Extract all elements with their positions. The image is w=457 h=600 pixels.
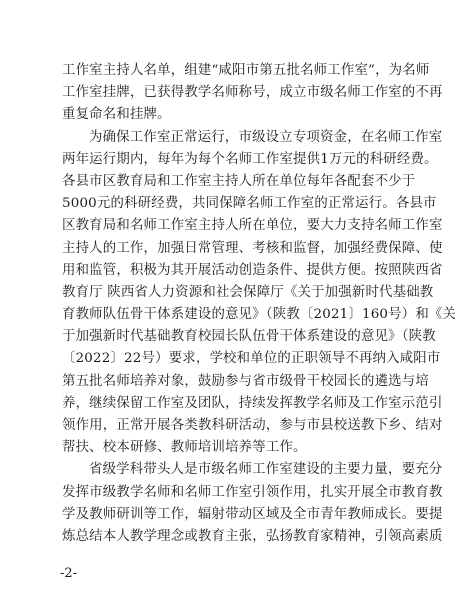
text-line: 领作用，正常开展各类教科研活动，参与市县校送教下乡、结对 xyxy=(62,418,443,433)
text-line: 学及教师研训等工作，辐射带动区域及全市青年教师成长。要提 xyxy=(62,506,443,522)
text-line: 育教师队伍骨干体系建设的意见》（陕教〔2021〕160号）和《关 xyxy=(62,307,457,323)
text-line: 工作室挂牌，已获得教学名师称号，成立市级名师工作室的不再 xyxy=(62,85,443,101)
text-line: 养，继续保留工作室及团队，持续发挥教学名师及工作室示范引 xyxy=(62,395,443,411)
text-line: 各县市区教育局和工作室主持人所在单位每年各配套不少于 xyxy=(62,173,416,189)
text-line: 于加强新时代基础教育校园长队伍骨干体系建设的意见》（陕教 xyxy=(62,329,436,345)
text-line: 5000元的科研经费，共同保障名师工作室的正常运行。各县市 xyxy=(62,196,437,212)
text-line: 第五批名师培养对象，鼓励参与省市级骨干校园长的遴选与培 xyxy=(62,373,429,389)
paragraph-2 xyxy=(62,127,457,460)
body-text xyxy=(62,60,457,548)
text-line: 教育厅 陕西省人力资源和社会保障厅《关于加强新时代基础教 xyxy=(62,284,434,300)
page-number: -2- xyxy=(60,566,78,581)
text-line: 工作室主持人名单，组建“咸阳市第五批名师工作室”，为名师 xyxy=(62,63,430,78)
text-line: 帮扶、校本研修、教师培训培养等工作。 xyxy=(62,440,307,456)
text-line: 主持人的工作，加强日常管理、考核和监督，加强经费保障、使 xyxy=(62,240,443,256)
text-line: 〔2022〕22号）要求，学校和单位的正职领导不再纳入咸阳市 xyxy=(62,351,441,367)
text-line: 炼总结本人教学理念或教育主张，弘扬教育家精神，引领高素质 xyxy=(62,528,443,544)
text-line: 两年运行期内，每年为每个名师工作室提供1万元的科研经费。 xyxy=(62,151,438,167)
text-line: 重复命名和挂牌。 xyxy=(62,107,171,123)
text-line: 发挥市级教学名师和名师工作室引领作用，扎实开展全市教育教 xyxy=(62,484,443,500)
text-line: 省级学科带头人是市级名师工作室建设的主要力量，要充分 xyxy=(89,462,443,478)
text-line: 为确保工作室正常运行，市级设立专项资金，在名师工作室 xyxy=(89,129,443,145)
paragraph-3 xyxy=(62,459,443,548)
text-line: 区教育局和名师工作室主持人所在单位，要大力支持名师工作室 xyxy=(62,218,443,234)
paragraph-1 xyxy=(62,60,443,127)
text-line: 用和监管，积极为其开展活动创造条件、提供方便。按照陕西省 xyxy=(62,262,443,278)
